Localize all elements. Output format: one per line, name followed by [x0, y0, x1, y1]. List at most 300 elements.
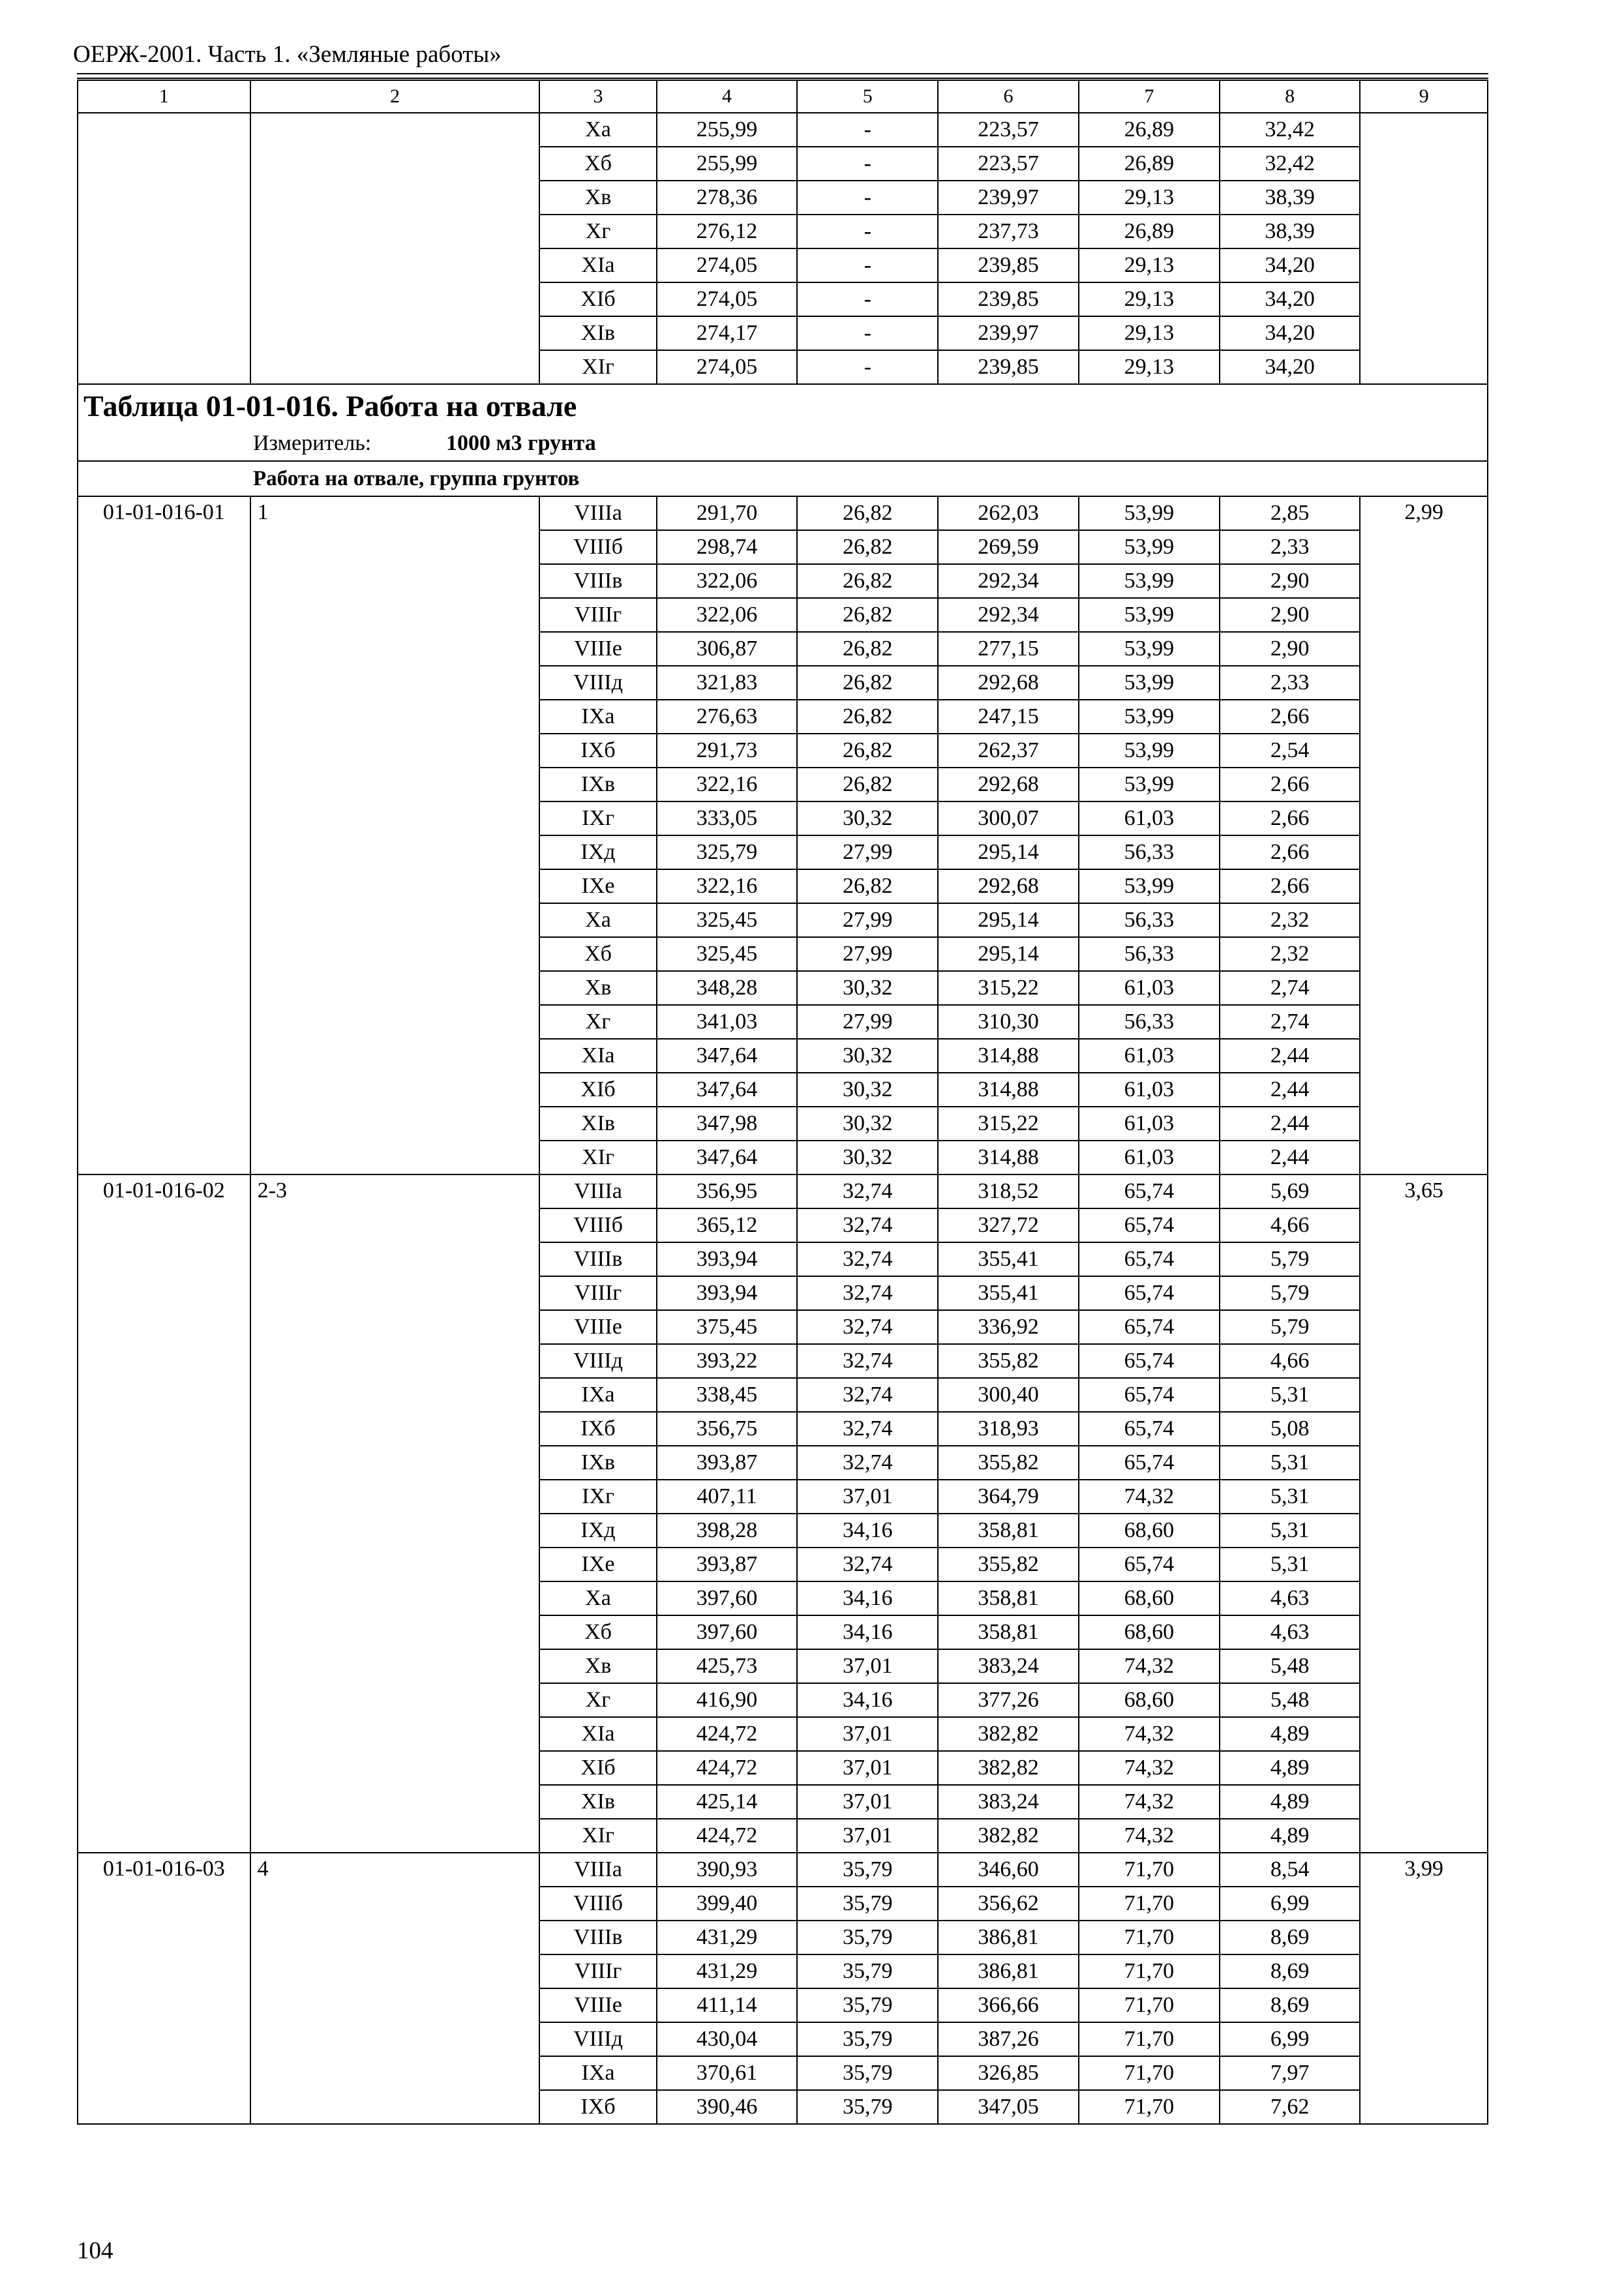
table-cell: 398,28 — [657, 1514, 798, 1548]
table-cell: 32,74 — [797, 1208, 938, 1242]
table-cell: 2,74 — [1220, 1005, 1361, 1039]
table-cell: 355,82 — [938, 1446, 1079, 1480]
table-cell: 239,97 — [938, 181, 1079, 215]
table-cell: XIв — [539, 316, 656, 350]
labor-cost: 3,65 — [1360, 1174, 1488, 1853]
table-cell: 2,74 — [1220, 971, 1361, 1005]
table-cell: 34,20 — [1220, 316, 1361, 350]
table-cell: IXа — [539, 2056, 656, 2090]
table-cell: 5,31 — [1220, 1378, 1361, 1412]
rate-code: 01-01-016-03 — [78, 1853, 250, 2124]
table-cell: IXд — [539, 835, 656, 869]
table-cell: XIв — [539, 1107, 656, 1141]
table-cell: 35,79 — [797, 1921, 938, 1954]
blank-cell — [1360, 113, 1488, 384]
table-cell: 2,33 — [1220, 666, 1361, 700]
table-cell: 386,81 — [938, 1921, 1079, 1954]
table-cell: 65,74 — [1079, 1412, 1220, 1446]
table-cell: VIIIд — [539, 666, 656, 700]
table-cell: 68,60 — [1079, 1514, 1220, 1548]
table-cell: 53,99 — [1079, 734, 1220, 768]
table-cell: 382,82 — [938, 1717, 1079, 1751]
table-cell: 355,41 — [938, 1276, 1079, 1310]
table-cell: Xг — [539, 215, 656, 248]
table-cell: XIа — [539, 1717, 656, 1751]
table-cell: 68,60 — [1079, 1683, 1220, 1717]
table-cell: 291,73 — [657, 734, 798, 768]
table-cell: 32,74 — [797, 1378, 938, 1412]
table-cell: 390,46 — [657, 2090, 798, 2124]
table-row — [78, 496, 1488, 530]
table-cell: 5,31 — [1220, 1514, 1361, 1548]
table-cell: 358,81 — [938, 1581, 1079, 1615]
table-cell: - — [797, 181, 938, 215]
table-cell: 348,28 — [657, 971, 798, 1005]
table-cell: 314,88 — [938, 1039, 1079, 1073]
table-cell: 382,82 — [938, 1751, 1079, 1785]
soil-group: 2-3 — [250, 1174, 540, 1853]
table-cell: 68,60 — [1079, 1581, 1220, 1615]
table-cell: VIIIб — [539, 1208, 656, 1242]
table-cell: 223,57 — [938, 113, 1079, 147]
table-cell: 2,90 — [1220, 632, 1361, 666]
table-cell: 355,82 — [938, 1344, 1079, 1378]
table-cell: 32,74 — [797, 1446, 938, 1480]
table-cell: 56,33 — [1079, 903, 1220, 937]
table-cell: IXв — [539, 1446, 656, 1480]
table-cell: 5,48 — [1220, 1649, 1361, 1683]
table-cell: 37,01 — [797, 1751, 938, 1785]
table-cell: 356,95 — [657, 1174, 798, 1208]
table-cell: 29,13 — [1079, 248, 1220, 282]
table-cell: Xв — [539, 971, 656, 1005]
table-cell: 56,33 — [1079, 937, 1220, 971]
table-cell: XIа — [539, 1039, 656, 1073]
table-cell: Xг — [539, 1683, 656, 1717]
table-cell: 26,82 — [797, 666, 938, 700]
table-cell: 5,08 — [1220, 1412, 1361, 1446]
table-cell: 32,74 — [797, 1276, 938, 1310]
table-cell: 2,54 — [1220, 734, 1361, 768]
table-cell: 26,82 — [797, 869, 938, 903]
table-cell: 276,12 — [657, 215, 798, 248]
table-cell: 292,34 — [938, 564, 1079, 598]
table-cell: 71,70 — [1079, 2056, 1220, 2090]
column-number: 4 — [657, 80, 798, 113]
table-cell: 346,60 — [938, 1853, 1079, 1887]
table-cell: 30,32 — [797, 1073, 938, 1107]
table-cell: VIIIе — [539, 1310, 656, 1344]
table-cell: 377,26 — [938, 1683, 1079, 1717]
table-cell: 310,30 — [938, 1005, 1079, 1039]
table-cell: 5,31 — [1220, 1446, 1361, 1480]
table-cell: 431,29 — [657, 1954, 798, 1988]
subheading-row — [78, 461, 1488, 496]
table-cell: 26,82 — [797, 564, 938, 598]
table-cell: 53,99 — [1079, 700, 1220, 734]
blank-cell — [250, 113, 540, 384]
table-cell: 37,01 — [797, 1480, 938, 1514]
table-cell: 4,63 — [1220, 1581, 1361, 1615]
table-cell: VIIIб — [539, 1887, 656, 1921]
subheading: Работа на отвале, группа грунтов — [78, 461, 1488, 496]
table-cell: IXб — [539, 2090, 656, 2124]
column-number: 8 — [1220, 80, 1361, 113]
table-cell: 27,99 — [797, 835, 938, 869]
table-cell: 390,93 — [657, 1853, 798, 1887]
table-cell: VIIIг — [539, 1276, 656, 1310]
table-cell: 255,99 — [657, 147, 798, 181]
table-cell: 5,79 — [1220, 1276, 1361, 1310]
table-cell: 71,70 — [1079, 1921, 1220, 1954]
table-cell: 71,70 — [1079, 2022, 1220, 2056]
table-cell: 8,69 — [1220, 1954, 1361, 1988]
table-cell: Xб — [539, 1615, 656, 1649]
table-cell: 53,99 — [1079, 598, 1220, 632]
table-cell: 35,79 — [797, 1887, 938, 1921]
table-cell: - — [797, 147, 938, 181]
table-cell: 65,74 — [1079, 1174, 1220, 1208]
table-cell: 255,99 — [657, 113, 798, 147]
table-cell: 26,89 — [1079, 215, 1220, 248]
table-cell: 32,74 — [797, 1242, 938, 1276]
table-cell: 355,82 — [938, 1548, 1079, 1581]
table-cell: 347,05 — [938, 2090, 1079, 2124]
table-cell: 26,82 — [797, 700, 938, 734]
table-cell: VIIIе — [539, 1988, 656, 2022]
table-cell: 277,15 — [938, 632, 1079, 666]
table-cell: 322,16 — [657, 768, 798, 801]
table-title-row — [78, 384, 1488, 426]
table-cell: XIб — [539, 1073, 656, 1107]
table-cell: 74,32 — [1079, 1480, 1220, 1514]
table-cell: Xа — [539, 903, 656, 937]
table-cell: 4,89 — [1220, 1751, 1361, 1785]
table-cell: 2,66 — [1220, 801, 1361, 835]
table-cell: 424,72 — [657, 1819, 798, 1853]
table-cell: - — [797, 215, 938, 248]
table-cell: 35,79 — [797, 2056, 938, 2090]
table-cell: 2,66 — [1220, 835, 1361, 869]
table-cell: 30,32 — [797, 1141, 938, 1174]
table-cell: 326,85 — [938, 2056, 1079, 2090]
table-cell: VIIIе — [539, 632, 656, 666]
blank-cell — [78, 113, 250, 384]
table-cell: 30,32 — [797, 801, 938, 835]
table-cell: 32,74 — [797, 1174, 938, 1208]
table-cell: 2,44 — [1220, 1141, 1361, 1174]
table-cell: 61,03 — [1079, 1107, 1220, 1141]
table-cell: 2,66 — [1220, 869, 1361, 903]
table-cell: 383,24 — [938, 1649, 1079, 1683]
table-cell: Xг — [539, 1005, 656, 1039]
table-cell: 355,41 — [938, 1242, 1079, 1276]
table-cell: VIIIд — [539, 2022, 656, 2056]
table-cell: 223,57 — [938, 147, 1079, 181]
table-cell: 416,90 — [657, 1683, 798, 1717]
table-cell: 2,32 — [1220, 903, 1361, 937]
table-cell: 37,01 — [797, 1649, 938, 1683]
table-cell: VIIIв — [539, 1921, 656, 1954]
table-cell: IXб — [539, 734, 656, 768]
table-cell: 276,63 — [657, 700, 798, 734]
table-cell: IXг — [539, 1480, 656, 1514]
soil-group: 4 — [250, 1853, 540, 2124]
table-cell: 29,13 — [1079, 350, 1220, 384]
table-cell: 338,45 — [657, 1378, 798, 1412]
table-cell: VIIIа — [539, 496, 656, 530]
table-cell: 61,03 — [1079, 1141, 1220, 1174]
table-cell: 292,68 — [938, 768, 1079, 801]
table-cell: 370,61 — [657, 2056, 798, 2090]
table-cell: 37,01 — [797, 1717, 938, 1751]
table-cell: 26,89 — [1079, 113, 1220, 147]
table-cell: 341,03 — [657, 1005, 798, 1039]
table-cell: 26,82 — [797, 598, 938, 632]
table-cell: 37,01 — [797, 1785, 938, 1819]
table-row — [78, 1853, 1488, 1887]
table-cell: - — [797, 248, 938, 282]
table-cell: XIб — [539, 282, 656, 316]
table-cell: 2,44 — [1220, 1039, 1361, 1073]
soil-group: 1 — [250, 496, 540, 1174]
table-cell: 30,32 — [797, 971, 938, 1005]
table-cell: 2,66 — [1220, 768, 1361, 801]
table-cell: 347,64 — [657, 1141, 798, 1174]
table-cell: - — [797, 350, 938, 384]
table-cell: IXа — [539, 700, 656, 734]
table-cell: 4,89 — [1220, 1785, 1361, 1819]
table-cell: IXе — [539, 869, 656, 903]
table-cell: 356,75 — [657, 1412, 798, 1446]
table-cell: 274,05 — [657, 248, 798, 282]
table-cell: VIIIг — [539, 598, 656, 632]
table-cell: IXв — [539, 768, 656, 801]
table-cell: 65,74 — [1079, 1208, 1220, 1242]
table-cell: 325,45 — [657, 903, 798, 937]
table-cell: 26,82 — [797, 496, 938, 530]
table-cell: 74,32 — [1079, 1717, 1220, 1751]
table-cell: 35,79 — [797, 2022, 938, 2056]
table-cell: 375,45 — [657, 1310, 798, 1344]
column-number-row — [78, 80, 1488, 113]
table-cell: 322,06 — [657, 564, 798, 598]
table-cell: 430,04 — [657, 2022, 798, 2056]
header-rule-top — [77, 73, 1488, 74]
table-cell: 292,68 — [938, 666, 1079, 700]
table-cell: 32,42 — [1220, 113, 1361, 147]
table-cell: - — [797, 316, 938, 350]
table-cell: VIIIа — [539, 1853, 656, 1887]
table-cell: 29,13 — [1079, 282, 1220, 316]
meter-value: 1000 м3 грунта — [446, 431, 596, 455]
table-cell: 32,74 — [797, 1412, 938, 1446]
table-title: Таблица 01-01-016. Работа на отвале — [78, 384, 1488, 426]
table-cell: 4,63 — [1220, 1615, 1361, 1649]
column-number: 1 — [78, 80, 250, 113]
table-cell: 300,07 — [938, 801, 1079, 835]
table-cell: XIб — [539, 1751, 656, 1785]
table-cell: VIIIв — [539, 1242, 656, 1276]
table-cell: 407,11 — [657, 1480, 798, 1514]
table-cell: 65,74 — [1079, 1276, 1220, 1310]
table-cell: 386,81 — [938, 1954, 1079, 1988]
table-cell: 61,03 — [1079, 1073, 1220, 1107]
table-cell: 397,60 — [657, 1581, 798, 1615]
table-cell: 27,99 — [797, 1005, 938, 1039]
table-cell: 322,16 — [657, 869, 798, 903]
table-cell: 38,39 — [1220, 215, 1361, 248]
table-cell: 32,74 — [797, 1310, 938, 1344]
table-cell: 56,33 — [1079, 1005, 1220, 1039]
table-cell: IXб — [539, 1412, 656, 1446]
table-cell: 32,42 — [1220, 147, 1361, 181]
table-cell: VIIIв — [539, 564, 656, 598]
table-cell: 5,31 — [1220, 1480, 1361, 1514]
table-cell: 38,39 — [1220, 181, 1361, 215]
table-cell: 8,54 — [1220, 1853, 1361, 1887]
table-cell: 383,24 — [938, 1785, 1079, 1819]
table-cell: 399,40 — [657, 1887, 798, 1921]
table-cell: 274,05 — [657, 350, 798, 384]
table-cell: 2,32 — [1220, 937, 1361, 971]
table-cell: 5,48 — [1220, 1683, 1361, 1717]
table-cell: 8,69 — [1220, 1921, 1361, 1954]
table-cell: 8,69 — [1220, 1988, 1361, 2022]
table-cell: Xа — [539, 113, 656, 147]
table-cell: 2,44 — [1220, 1073, 1361, 1107]
table-cell: IXг — [539, 801, 656, 835]
table-cell: 411,14 — [657, 1988, 798, 2022]
table-cell: 2,33 — [1220, 530, 1361, 564]
table-cell: 5,69 — [1220, 1174, 1361, 1208]
column-number: 7 — [1079, 80, 1220, 113]
table-cell: 387,26 — [938, 2022, 1079, 2056]
table-cell: 26,82 — [797, 768, 938, 801]
table-cell: XIг — [539, 350, 656, 384]
table-cell: 358,81 — [938, 1615, 1079, 1649]
table-cell: Xб — [539, 937, 656, 971]
table-cell: 65,74 — [1079, 1242, 1220, 1276]
table-cell: 27,99 — [797, 937, 938, 971]
table-cell: 325,45 — [657, 937, 798, 971]
table-cell: 300,40 — [938, 1378, 1079, 1412]
table-cell: 425,73 — [657, 1649, 798, 1683]
table-cell: 2,90 — [1220, 598, 1361, 632]
table-cell: XIа — [539, 248, 656, 282]
table-cell: 393,94 — [657, 1276, 798, 1310]
table-cell: 4,66 — [1220, 1344, 1361, 1378]
table-cell: 393,22 — [657, 1344, 798, 1378]
table-cell: Xв — [539, 181, 656, 215]
table-cell: 71,70 — [1079, 1853, 1220, 1887]
table-cell: 61,03 — [1079, 801, 1220, 835]
table-cell: 306,87 — [657, 632, 798, 666]
table-cell: 318,52 — [938, 1174, 1079, 1208]
table-cell: 4,89 — [1220, 1717, 1361, 1751]
table-cell: XIг — [539, 1141, 656, 1174]
labor-cost: 3,99 — [1360, 1853, 1488, 2124]
table-cell: 6,99 — [1220, 1887, 1361, 1921]
table-cell: IXа — [539, 1378, 656, 1412]
table-cell: 65,74 — [1079, 1310, 1220, 1344]
table-cell: VIIIд — [539, 1344, 656, 1378]
table-cell: VIIIа — [539, 1174, 656, 1208]
table-cell: 393,94 — [657, 1242, 798, 1276]
table-cell: 274,05 — [657, 282, 798, 316]
table-cell: 295,14 — [938, 835, 1079, 869]
table-cell: Xб — [539, 147, 656, 181]
table-cell: 53,99 — [1079, 869, 1220, 903]
table-cell: 2,90 — [1220, 564, 1361, 598]
table-cell: 61,03 — [1079, 1039, 1220, 1073]
table-cell: 274,17 — [657, 316, 798, 350]
table-cell: 32,74 — [797, 1344, 938, 1378]
table-cell: 397,60 — [657, 1615, 798, 1649]
table-cell: 4,66 — [1220, 1208, 1361, 1242]
table-cell: 65,74 — [1079, 1548, 1220, 1581]
table-cell: 26,82 — [797, 632, 938, 666]
table-cell: 239,85 — [938, 248, 1079, 282]
table-cell: 366,66 — [938, 1988, 1079, 2022]
labor-cost: 2,99 — [1360, 496, 1488, 1174]
table-cell: 2,85 — [1220, 496, 1361, 530]
table-cell: 322,06 — [657, 598, 798, 632]
table-cell: 29,13 — [1079, 316, 1220, 350]
table-cell: 71,70 — [1079, 1887, 1220, 1921]
table-cell: 6,99 — [1220, 2022, 1361, 2056]
table-cell: 74,32 — [1079, 1785, 1220, 1819]
table-cell: 5,79 — [1220, 1242, 1361, 1276]
table-cell: 35,79 — [797, 1988, 938, 2022]
table-cell: Xа — [539, 1581, 656, 1615]
page-number: 104 — [77, 2237, 113, 2264]
table-cell: 314,88 — [938, 1073, 1079, 1107]
table-cell: 53,99 — [1079, 530, 1220, 564]
table-cell: 315,22 — [938, 971, 1079, 1005]
table-cell: 37,01 — [797, 1819, 938, 1853]
table-cell: 53,99 — [1079, 564, 1220, 598]
table-cell: 29,13 — [1079, 181, 1220, 215]
table-row — [78, 113, 1488, 147]
table-cell: 32,74 — [797, 1548, 938, 1581]
table-cell: 26,82 — [797, 734, 938, 768]
table-cell: 34,20 — [1220, 282, 1361, 316]
rate-code: 01-01-016-01 — [78, 496, 250, 1174]
table-cell: 26,89 — [1079, 147, 1220, 181]
table-cell: 239,85 — [938, 282, 1079, 316]
table-cell: 262,37 — [938, 734, 1079, 768]
table-cell: 65,74 — [1079, 1378, 1220, 1412]
table-cell: IXд — [539, 1514, 656, 1548]
table-cell: 74,32 — [1079, 1649, 1220, 1683]
table-cell: 74,32 — [1079, 1751, 1220, 1785]
table-cell: Xв — [539, 1649, 656, 1683]
table-cell: 53,99 — [1079, 496, 1220, 530]
table-cell: 5,79 — [1220, 1310, 1361, 1344]
table-cell: 262,03 — [938, 496, 1079, 530]
table-cell: 34,20 — [1220, 248, 1361, 282]
table-cell: 53,99 — [1079, 632, 1220, 666]
table-cell: 34,16 — [797, 1683, 938, 1717]
table-cell: 318,93 — [938, 1412, 1079, 1446]
table-cell: 295,14 — [938, 937, 1079, 971]
table-cell: 71,70 — [1079, 1954, 1220, 1988]
table-cell: 425,14 — [657, 1785, 798, 1819]
table-cell: 365,12 — [657, 1208, 798, 1242]
table-cell: 2,66 — [1220, 700, 1361, 734]
table-cell: 314,88 — [938, 1141, 1079, 1174]
